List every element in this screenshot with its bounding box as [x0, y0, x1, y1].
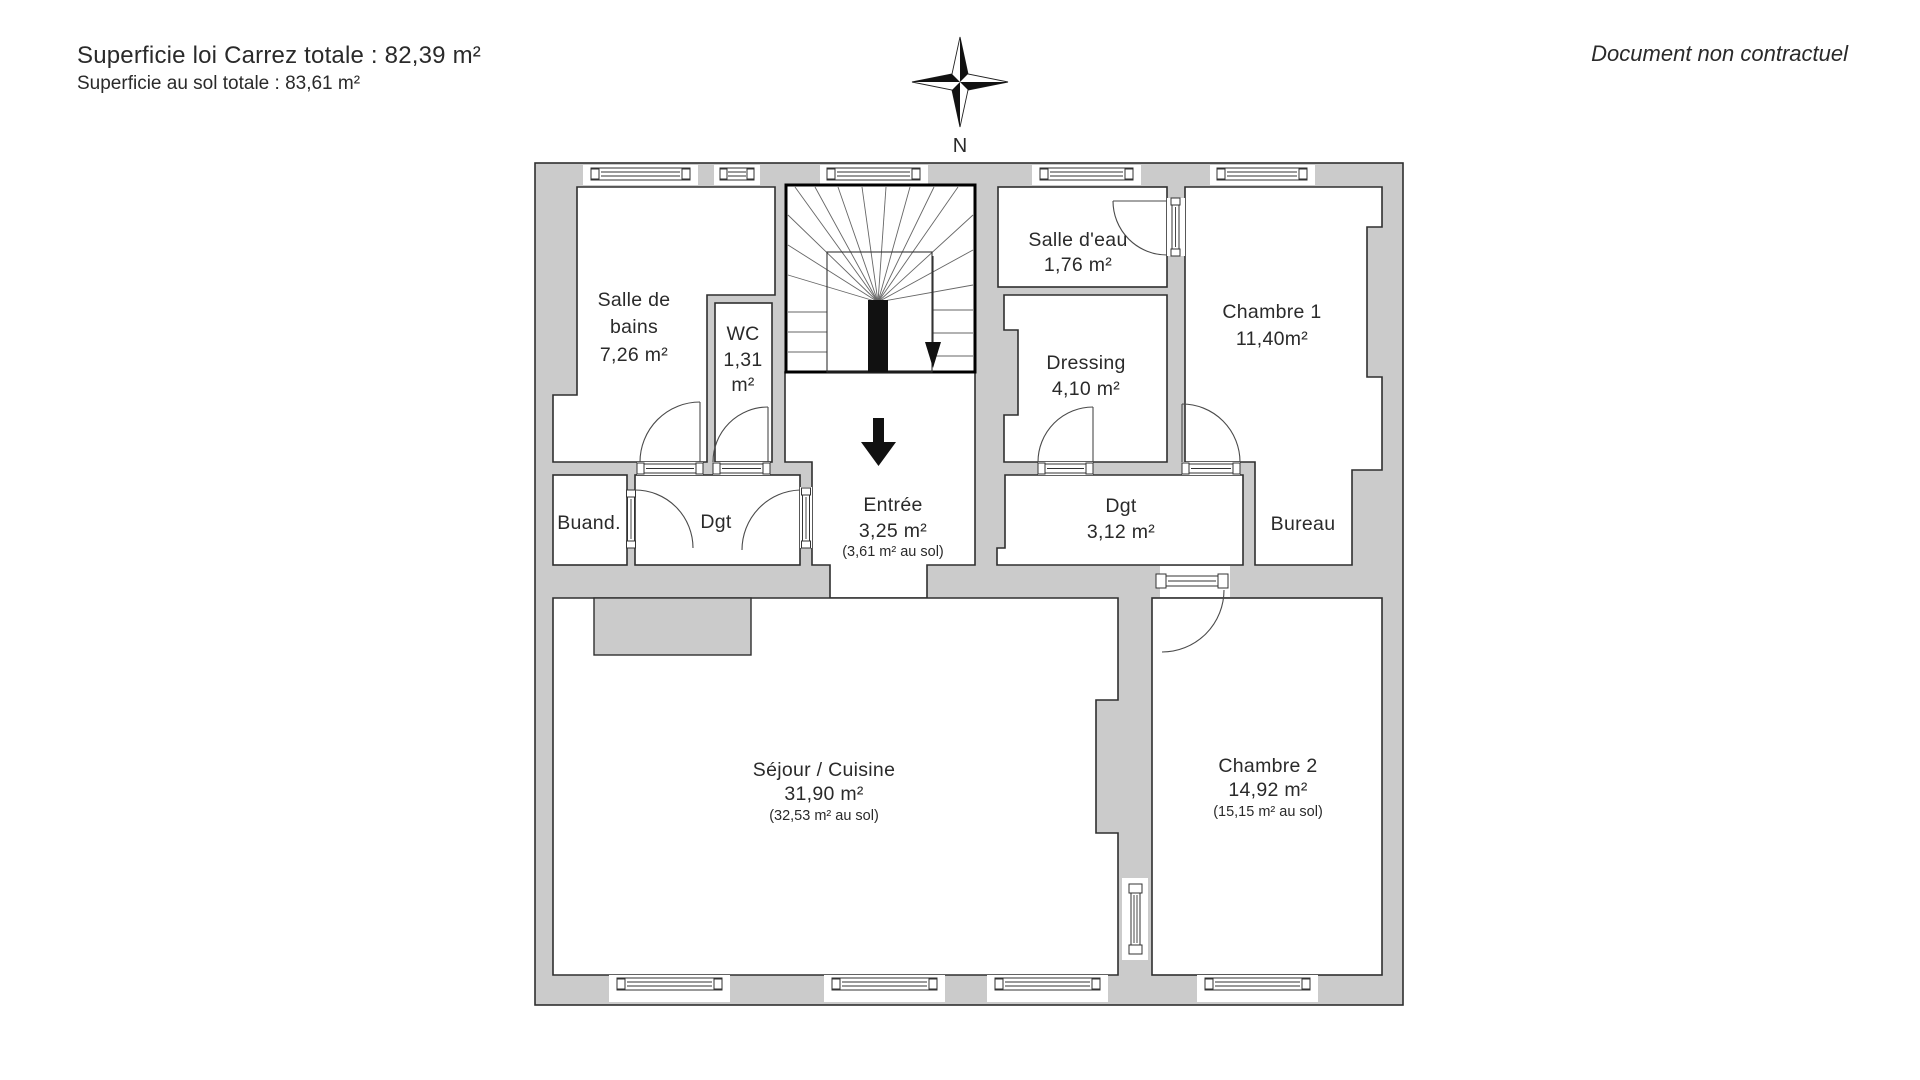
room-name: Bureau	[1270, 513, 1336, 535]
label-bureau	[1271, 513, 1336, 535]
room-area-floor: (15,15 m² au sol)	[1213, 804, 1323, 820]
door-threshold	[1182, 463, 1240, 474]
window-icon	[820, 165, 928, 185]
room-area: 3,25 m²	[858, 520, 928, 542]
kitchen-wall-block	[594, 598, 751, 655]
non-contractual-watermark: Document non contractuel	[1591, 41, 1848, 66]
room-area: 7,26 m²	[599, 344, 669, 366]
floor-area-subtitle: Superficie au sol totale : 83,61 m²	[77, 73, 361, 94]
label-buanderie	[557, 512, 621, 534]
window-icon	[824, 975, 945, 1002]
room-area-floor: (32,53 m² au sol)	[769, 808, 879, 824]
window-icon	[987, 975, 1108, 1002]
room-name: Séjour / Cuisine	[752, 759, 896, 781]
room-name: Buand.	[557, 512, 621, 534]
door-threshold	[1038, 463, 1093, 474]
label-degagement-ouest	[700, 511, 732, 533]
door-threshold	[802, 488, 811, 548]
room-name: Salle de	[597, 289, 671, 311]
room-name: bains	[609, 316, 659, 338]
room-name: Dgt	[700, 511, 732, 533]
room-area: 4,10 m²	[1051, 378, 1121, 400]
stair-newel	[868, 300, 888, 372]
staircase	[786, 185, 975, 372]
interior-window-icon	[1129, 884, 1142, 954]
window-icon	[583, 165, 698, 185]
door-threshold	[1171, 198, 1180, 256]
carrez-area-title: Superficie loi Carrez totale : 82,39 m²	[77, 42, 481, 69]
room-name: Entrée	[863, 494, 923, 516]
room-name: Dgt	[1105, 495, 1137, 517]
room-degagement-est	[997, 475, 1243, 565]
room-entree	[785, 372, 975, 598]
window-icon	[1032, 165, 1141, 185]
room-name: WC	[726, 323, 760, 345]
room-area-floor: (3,61 m² au sol)	[842, 544, 944, 560]
room-area: 31,90 m²	[784, 783, 864, 805]
window-icon	[714, 165, 760, 185]
window-icon	[609, 975, 730, 1002]
room-name: Salle d'eau	[1028, 229, 1128, 251]
label-chambre2	[1213, 755, 1323, 820]
room-area: 3,12 m²	[1086, 521, 1156, 543]
room-area: m²	[731, 374, 755, 396]
door-threshold	[713, 463, 770, 474]
room-name: Chambre 1	[1222, 301, 1322, 323]
compass-north-label: N	[952, 135, 968, 157]
window-icon	[1210, 165, 1315, 185]
room-name: Dressing	[1046, 352, 1126, 374]
window-icon	[1197, 975, 1318, 1002]
room-area: 11,40m²	[1235, 328, 1309, 350]
room-name: Chambre 2	[1218, 755, 1318, 777]
room-area: 1,76 m²	[1043, 254, 1113, 276]
room-area: 1,31	[723, 349, 763, 371]
door-threshold	[627, 490, 636, 548]
compass-rose-icon	[912, 37, 1008, 157]
door-threshold	[1156, 574, 1228, 588]
door-threshold	[637, 463, 703, 474]
room-area: 14,92 m²	[1228, 779, 1308, 801]
